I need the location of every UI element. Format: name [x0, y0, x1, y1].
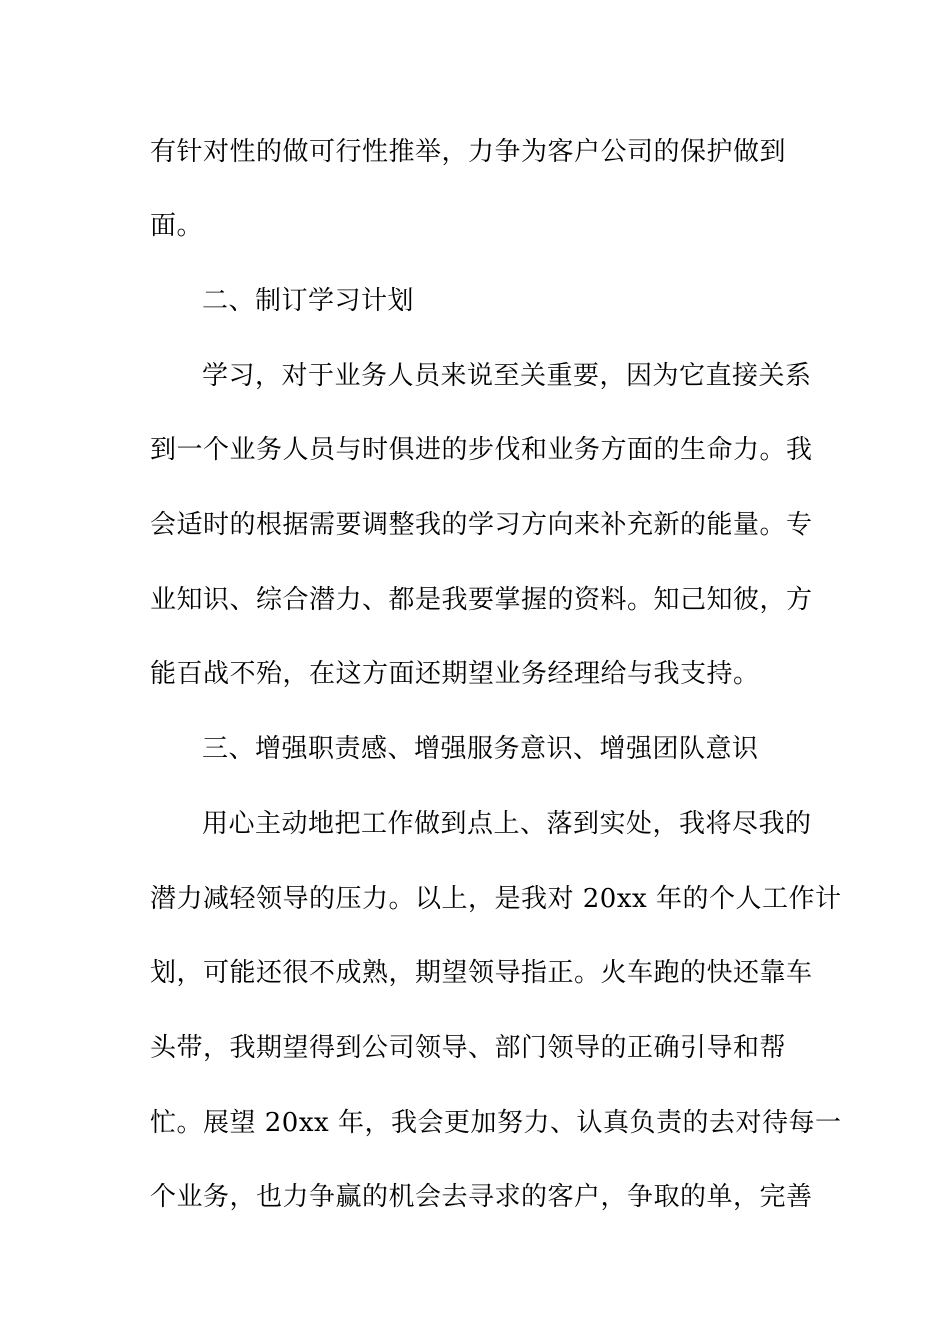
text-line: 划，可能还很不成熟，期望领导指正。火车跑的快还靠车	[150, 958, 813, 988]
text-line: 会适时的根据需要调整我的学习方向来补充新的能量。专	[150, 510, 813, 540]
text-line: 有针对性的做可行性推举，力争为客户公司的保护做到	[150, 137, 787, 167]
text-line: 潜力减轻领导的压力。以上，是我对 20xx 年的个人工作计	[150, 884, 842, 914]
section-heading: 三、增强职责感、增强服务意识、增强团队意识	[202, 734, 759, 764]
text-line: 个业务，也力争赢的机会去寻求的客户，争取的单，完善	[150, 1182, 813, 1212]
text-line: 到一个业务人员与时俱进的步伐和业务方面的生命力。我	[150, 435, 813, 465]
text-line: 用心主动地把工作做到点上、落到实处，我将尽我的	[202, 809, 812, 839]
text-line: 头带，我期望得到公司领导、部门领导的正确引导和帮	[150, 1033, 787, 1063]
text-line: 面。	[150, 211, 204, 241]
text-line: 能百战不殆，在这方面还期望业务经理给与我支持。	[150, 659, 760, 689]
section-heading: 二、制订学习计划	[202, 286, 415, 316]
text-line: 业知识、综合潜力、都是我要掌握的资料。知己知彼，方	[150, 585, 813, 615]
text-line: 忙。展望 20xx 年，我会更加努力、认真负责的去对待每一	[150, 1108, 842, 1138]
text-line: 学习，对于业务人员来说至关重要，因为它直接关系	[202, 361, 812, 391]
